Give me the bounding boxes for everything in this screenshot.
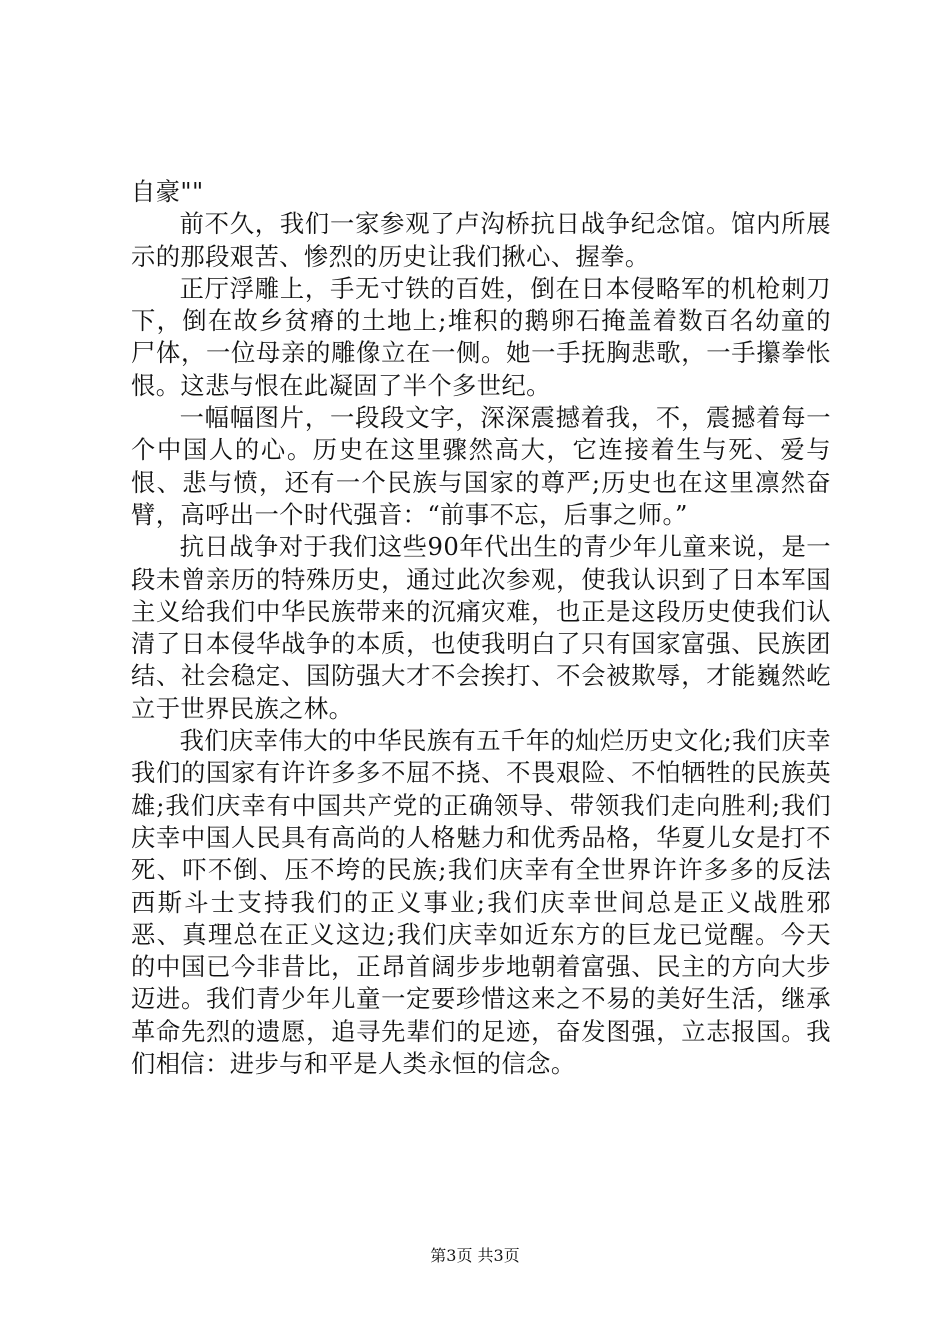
paragraph-we-are-fortunate: 我们庆幸伟大的中华民族有五千年的灿烂历史文化;我们庆幸我们的国家有许许多多不屈不挠、不畏艰险、不怕牺牲的民族英雄;我们庆幸有中国共产党的正确领导、带领我们走向胜利;我们庆幸中国人民具有高尚的人格魅力和优秀品格，华夏儿女是打不死、吓不倒、压不垮的民族;我们庆幸有全世界许许多多的反法西斯斗士支持我们的正义事业;我们庆幸世间总是正义战胜邪恶、真理总在正义这边;我们庆幸如近东方的巨龙已觉醒。今天的中国已今非昔比，正昂首阔步步地朝着富强、民主的方向大步迈进。我们青少年儿童一定要珍惜这来之不易的美好生活，继承革命先烈的遗愿，追寻先辈们的足迹，奋发图强，立志报国。我们相信：进步与和平是人类永恒的信念。 <box>131 726 831 1079</box>
paragraph-relief-sculpture: 正厅浮雕上，手无寸铁的百姓，倒在日本侵略军的机枪刺刀下，倒在故乡贫瘠的土地上;堆积的鹅卵石掩盖着数百名幼童的尸体，一位母亲的雕像立在一侧。她一手抚胸悲歌，一手攥拳怅恨。这悲与恨在此凝固了半个多世纪。 <box>131 273 831 400</box>
paragraph-continuation: 自豪"" <box>131 177 204 206</box>
paragraph-war-reflection: 抗日战争对于我们这些90年代出生的青少年儿童来说，是一段未曾亲历的特殊历史，通过此次参观，使我认识到了日本军国主义给我们中华民族带来的沉痛灾难，也正是这段历史使我们认清了日本侵华战争的本质，也使我明白了只有国家富强、民族团结、社会稳定、国防强大才不会挨打、不会被欺辱，才能巍然屹立于世界民族之林。 <box>131 532 831 723</box>
paragraph-pictures-and-history: 一幅幅图片，一段段文字，深深震撼着我，不，震撼着每一个中国人的心。历史在这里骤然高大，它连接着生与死、爱与恨、悲与愤，还有一个民族与国家的尊严;历史也在这里凛然奋臂，高呼出一个时代强音：“前事不忘，后事之师。” <box>131 403 831 529</box>
paragraph-museum-visit: 前不久，我们一家参观了卢沟桥抗日战争纪念馆。馆内所展示的那段艰苦、惨烈的历史让我们揪心、握拳。 <box>131 209 831 271</box>
document-body <box>131 176 831 1080</box>
page-number-footer: 第3页 共3页 <box>430 1246 520 1265</box>
